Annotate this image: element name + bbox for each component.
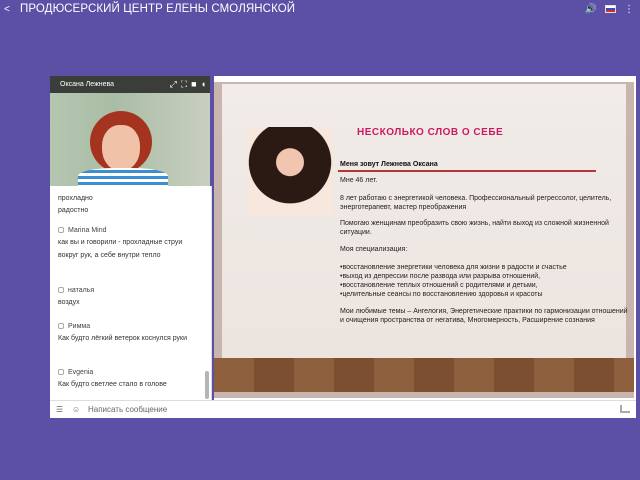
- chat-panel: [50, 186, 212, 400]
- message-input-bar: [50, 400, 636, 418]
- volume-icon[interactable]: 🔊: [584, 3, 597, 15]
- user-icon: [58, 287, 64, 293]
- flag-ru-icon[interactable]: [605, 5, 616, 13]
- send-icon[interactable]: [620, 405, 630, 413]
- user-icon: [58, 369, 64, 375]
- slide-spec-title: Моя специализация:: [340, 246, 408, 253]
- microphone-icon[interactable]: ◖: [200, 79, 206, 89]
- top-bar: [0, 0, 640, 18]
- chat-message-text: как вы и говорили - прохладные струи вокруг рук, а себе внутри тепло: [58, 239, 183, 259]
- expand-icon[interactable]: ⛶: [180, 79, 188, 89]
- slide-spec-item: •восстановление теплых отношений с родителями и детьми,: [340, 282, 538, 289]
- chat-message: [50, 284, 200, 309]
- top-bar-controls: [585, 0, 634, 18]
- chat-scrollbar[interactable]: [205, 371, 209, 399]
- video-title-bar: [50, 76, 210, 93]
- presenter-shirt: [78, 168, 168, 186]
- menu-icon[interactable]: ☰: [56, 404, 64, 414]
- slide-name-line: Меня зовут Лежнева Оксана: [340, 161, 438, 168]
- emoji-icon[interactable]: ☺: [72, 404, 81, 414]
- camera-icon[interactable]: ■: [191, 79, 197, 89]
- presenter-face: [102, 125, 140, 171]
- slide-paragraph-2: Помогаю женщинам преобразить свою жизнь, найти выход из сложной жизненной ситуации.: [340, 220, 609, 236]
- user-icon: [58, 227, 64, 233]
- slide-spec-item: •выход из депрессии после развода или разрыва отношений,: [340, 273, 541, 280]
- chat-message: [50, 320, 200, 345]
- chat-message: [50, 204, 200, 217]
- video-panel: [50, 76, 210, 186]
- share-icon[interactable]: <: [4, 3, 10, 15]
- chat-author: Marina Mind: [68, 226, 107, 234]
- chat-author: Evgenia: [68, 368, 94, 376]
- slide-spec-item: •целительные сеансы по восстановлению здоровья и красоты: [340, 291, 543, 298]
- chat-message: [50, 224, 200, 262]
- fullscreen-icon[interactable]: ⤢: [169, 79, 177, 89]
- chat-message-text: радостно: [58, 207, 89, 214]
- slide-heading: НЕСКОЛЬКО СЛОВ О СЕБЕ: [357, 127, 504, 138]
- app-title: ПРОДЮСЕРСКИЙ ЦЕНТР ЕЛЕНЫ СМОЛЯНСКОЙ: [20, 3, 296, 15]
- menu-icon[interactable]: ⋮: [624, 3, 634, 15]
- presenter-photo: [247, 127, 333, 215]
- presentation-slide: [214, 76, 636, 400]
- chat-message-text: Как будто светлее стало в голове: [58, 381, 167, 388]
- chat-message-text: воздух: [58, 299, 80, 306]
- slide-spec-item: •восстановление энергетики человека для жизни в радости и счастье: [340, 264, 567, 271]
- chat-author: Римма: [68, 322, 91, 330]
- slide-age: Мне 46 лет.: [340, 177, 378, 184]
- divider: [338, 170, 596, 172]
- user-icon: [58, 323, 64, 329]
- chat-author: наталья: [68, 286, 95, 294]
- video-stream[interactable]: [50, 93, 210, 186]
- chat-message: [50, 366, 200, 391]
- slide-content: [222, 84, 626, 358]
- presenter-name: Оксана Лежнева: [60, 81, 115, 88]
- slide-paragraph-1: 8 лет работаю с энергетикой человека. Профессиональный регрессолог, целитель, энерготерапевт, мастер преображения: [340, 195, 612, 211]
- message-input[interactable]: Написать сообщение: [88, 405, 168, 414]
- chat-message-text: прохладно: [58, 195, 93, 202]
- slide-floor: [214, 358, 634, 392]
- chat-message-text: Как будто лёгкий ветерок коснулся руки: [58, 335, 187, 342]
- slide-paragraph-3: Мои любимые темы – Ангелогия, Энергетические практики по гармонизации отношений и очищения пространства от негатива, Многомерность, Расширение сознания: [340, 308, 628, 324]
